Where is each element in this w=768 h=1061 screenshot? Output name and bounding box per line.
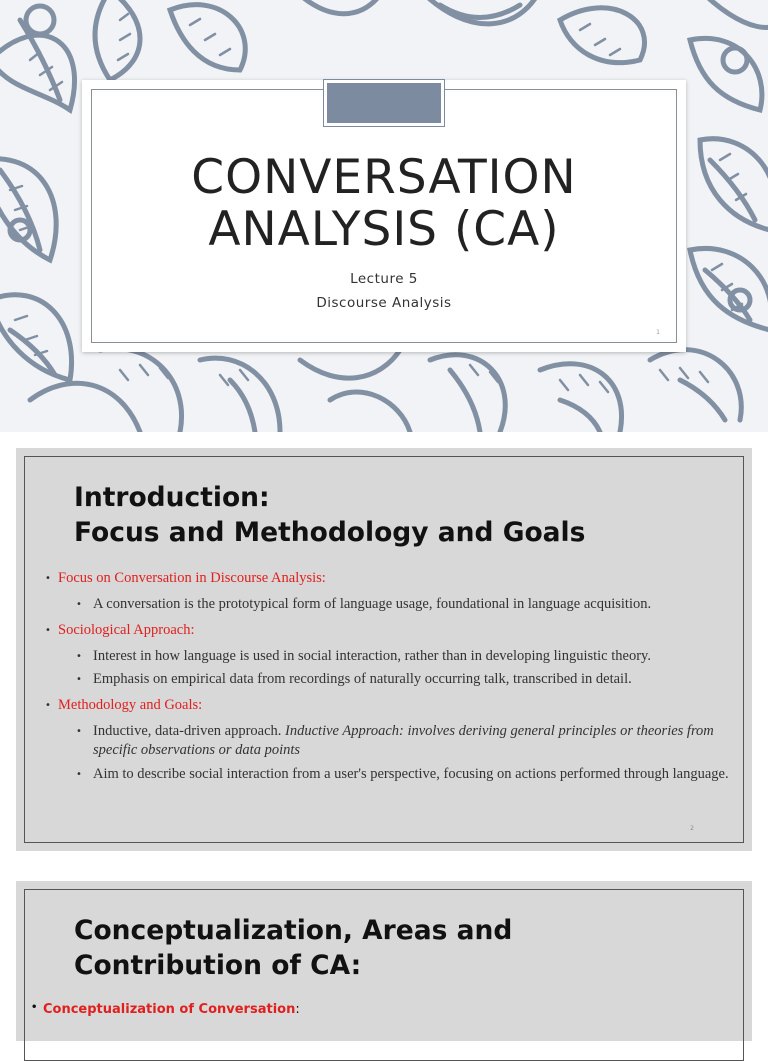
bullet-methodology (45, 696, 203, 715)
bullet-label: Conceptualization of Conversation (43, 1002, 296, 1017)
heading-line2: Focus and Methodology and Goals (74, 517, 586, 548)
bullet-dot: • (76, 599, 82, 610)
bullet-dot: • (45, 573, 51, 584)
introduction-slide (16, 448, 752, 851)
lecture-number: Lecture 5 (350, 271, 418, 287)
page-number: 2 (690, 825, 694, 832)
sub-bullet (76, 670, 733, 689)
title-slide (0, 0, 768, 432)
heading-line1: Introduction: (74, 482, 270, 513)
bullet-dot: • (76, 726, 82, 737)
bullet-focus (45, 569, 326, 588)
bullet-label: Focus on Conversation in Discourse Analysis: (58, 570, 326, 586)
heading-line2: Contribution of CA: (74, 950, 362, 981)
sub-bullet-text: Interest in how language is used in social interaction, rather than in developing linguistic theory. (93, 648, 651, 664)
title-tab-decoration (324, 80, 444, 126)
sub-bullet (76, 722, 733, 760)
bullet-dot: • (76, 651, 82, 662)
sub-bullet-text: Inductive, data-driven approach. (93, 723, 282, 739)
bullet-colon: : (295, 1002, 300, 1017)
conceptualization-slide (16, 881, 752, 1041)
slide-title-line1: CONVERSATION (191, 150, 577, 205)
bullet-dot: • (45, 700, 51, 711)
bullet-sociological (45, 621, 195, 640)
sub-bullet-text: Emphasis on empirical data from recordings of naturally occurring talk, transcribed in detail. (93, 671, 632, 687)
bullet-dot: • (76, 769, 82, 780)
inductive-note: Inductive Approach: involves deriving general principles or theories from specific observations or data points (93, 723, 714, 758)
slide-heading (74, 913, 512, 983)
sub-bullet (76, 765, 733, 784)
slide-heading (74, 480, 585, 550)
page-number: 1 (656, 329, 660, 336)
sub-bullet (76, 647, 733, 666)
sub-bullet-text: Aim to describe social interaction from a user's perspective, focusing on actions performed through language. (93, 766, 729, 782)
bullet-dot: • (76, 674, 82, 685)
slide-title-line2: ANALYSIS (CA) (208, 202, 560, 257)
bullet-dot: • (45, 625, 51, 636)
bullet-label: Sociological Approach: (58, 622, 195, 638)
bullet-dot: • (31, 1002, 38, 1013)
sub-bullet (76, 595, 733, 614)
title-card (82, 80, 686, 352)
bullet-conceptualization (31, 1002, 300, 1017)
slide-title (82, 152, 686, 256)
heading-line1: Conceptualization, Areas and (74, 915, 513, 946)
sub-bullet-text: A conversation is the prototypical form of language usage, foundational in language acquisition. (93, 596, 652, 612)
bullet-label: Methodology and Goals: (58, 697, 203, 713)
course-name: Discourse Analysis (316, 295, 452, 311)
